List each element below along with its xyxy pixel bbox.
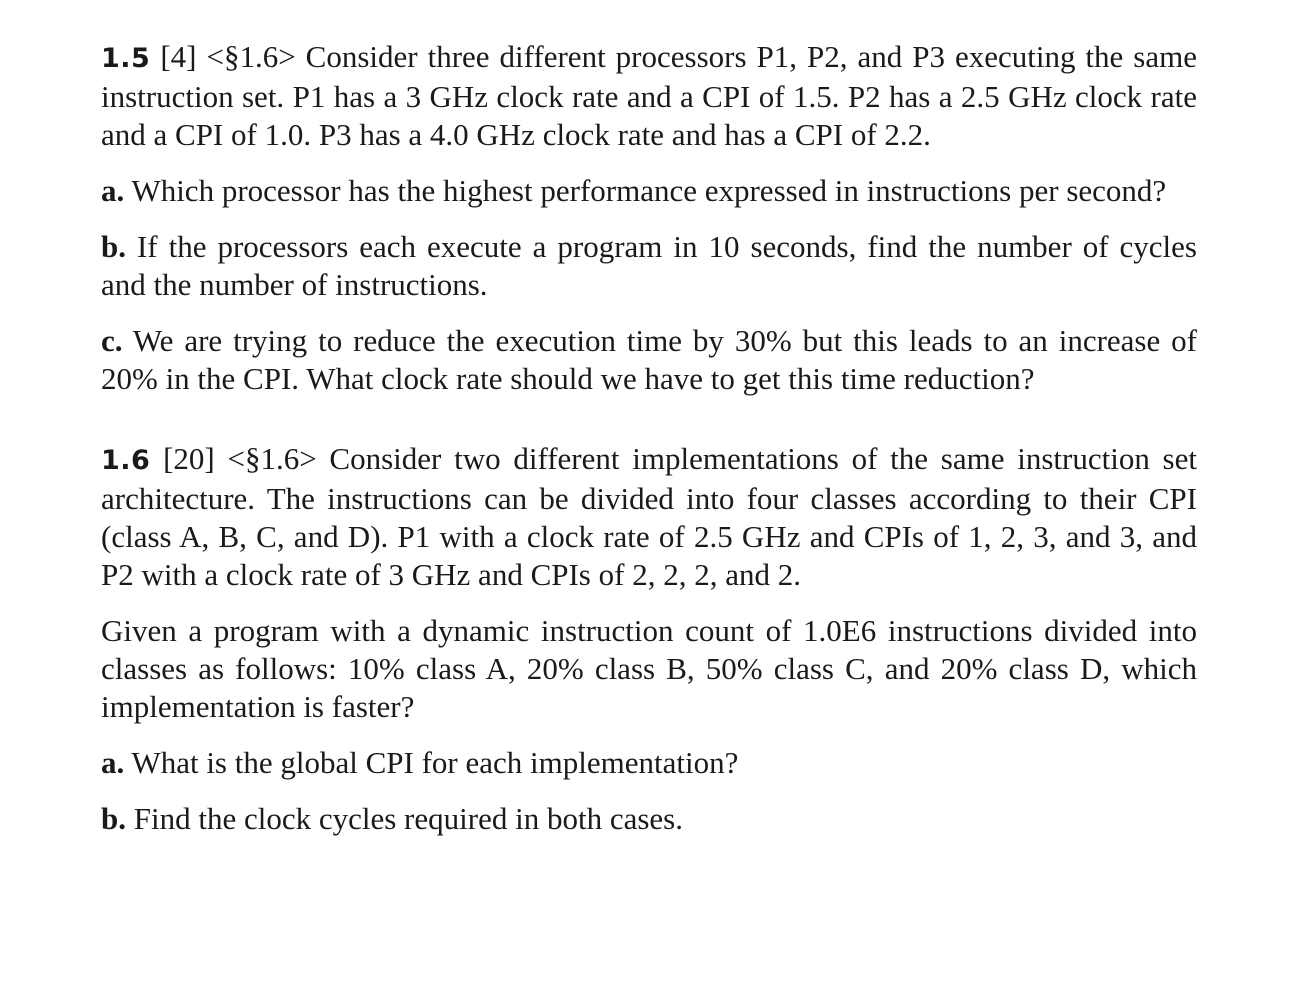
question-label: a. bbox=[101, 173, 125, 208]
question-b bbox=[101, 800, 1197, 838]
exercise-paragraph: Given a program with a dynamic instruction count of 1.0E6 instructions divided into classes as follows: 10% class A, 20% class B, 50% class C, and 20% class D, which implementation is faster? bbox=[101, 613, 1197, 724]
exercise-intro-text: [4] <§1.6> Consider three different processors P1, P2, and P3 executing the same instruction set. P1 has a 3 GHz clock rate and a CPI of 1.5. P2 has a 2.5 GHz clock rate and a CPI of 1.0. P3 has a 4.0 GHz clock rate and has a CPI of 2.2. bbox=[101, 39, 1197, 152]
question-label: b. bbox=[101, 229, 126, 264]
exercise-number: 1.6 bbox=[101, 445, 151, 476]
question-text: Which processor has the highest performance expressed in instructions per second? bbox=[124, 173, 1167, 208]
question-text: What is the global CPI for each implementation? bbox=[124, 745, 739, 780]
exercise-intro bbox=[101, 38, 1197, 154]
exercise-1-6 bbox=[101, 440, 1197, 838]
question-b bbox=[101, 228, 1197, 304]
question-label: c. bbox=[101, 323, 123, 358]
question-text: Find the clock cycles required in both cases. bbox=[126, 801, 683, 836]
question-c bbox=[101, 322, 1197, 398]
question-text: If the processors each execute a program in 10 seconds, find the number of cycles and the number of instructions. bbox=[101, 229, 1197, 302]
question-label: a. bbox=[101, 745, 125, 780]
exercise-number: 1.5 bbox=[101, 43, 151, 74]
question-a bbox=[101, 172, 1197, 210]
textbook-page bbox=[101, 38, 1197, 856]
exercise-1-5 bbox=[101, 38, 1197, 398]
question-text: We are trying to reduce the execution time by 30% but this leads to an increase of 20% in the CPI. What clock rate should we have to get this time reduction? bbox=[101, 323, 1197, 396]
question-a bbox=[101, 744, 1197, 782]
question-label: b. bbox=[101, 801, 126, 836]
exercise-intro bbox=[101, 440, 1197, 594]
exercise-intro-text: [20] <§1.6> Consider two different implementations of the same instruction set architecture. The instructions can be divided into four classes according to their CPI (class A, B, C, and D). P1 with a clock rate of 2.5 GHz and CPIs of 1, 2, 3, and 3, and P2 with a clock rate of 3 GHz and CPIs of 2, 2, 2, and 2. bbox=[101, 441, 1197, 592]
